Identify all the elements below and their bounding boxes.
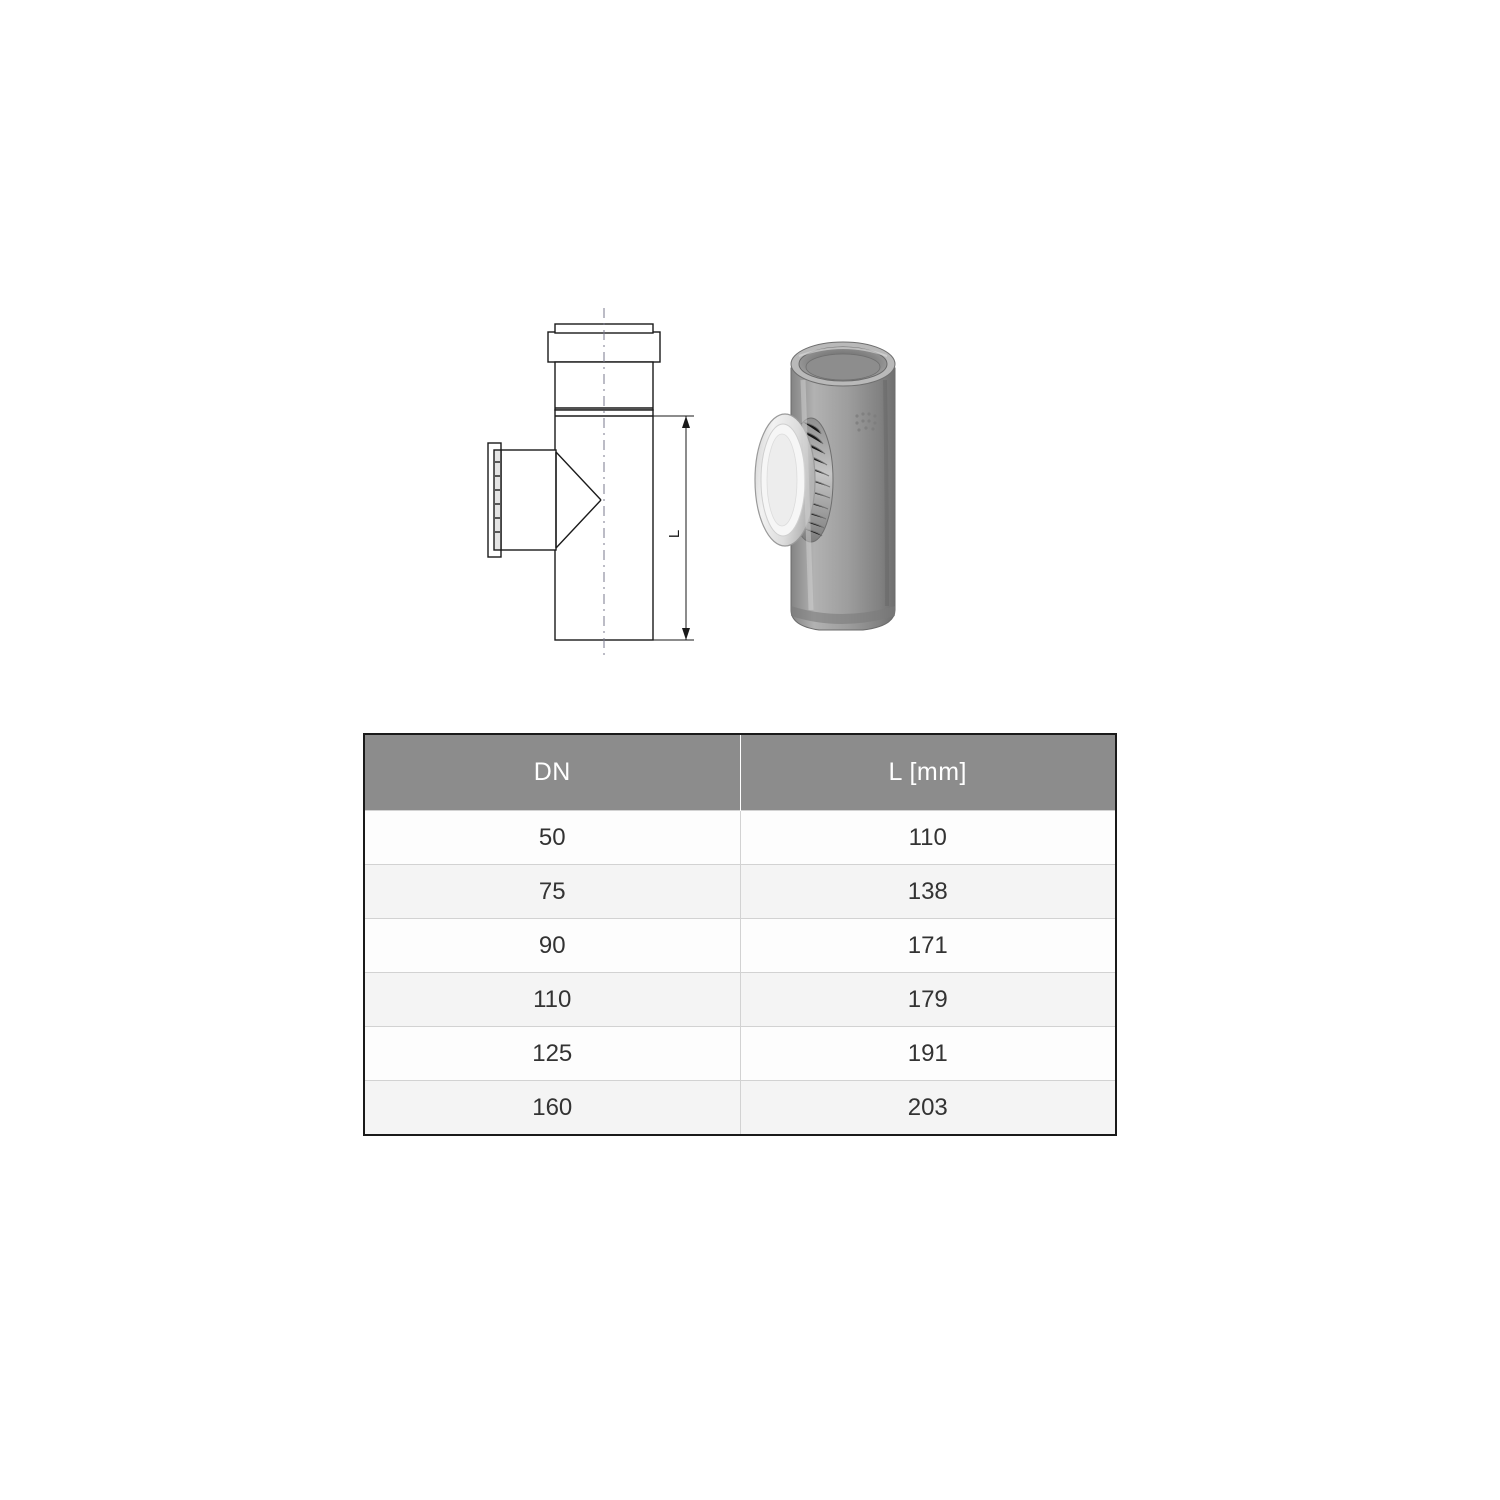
cell-length: 179 [740, 973, 1116, 1027]
product-photo [745, 310, 1005, 660]
table-row [364, 1081, 1116, 1136]
spec-table-container [363, 733, 1115, 1136]
cell-dn: 50 [364, 811, 740, 865]
column-header-dn: DN [364, 734, 740, 811]
cell-dn: 110 [364, 973, 740, 1027]
cell-dn: 75 [364, 865, 740, 919]
cell-dn: 160 [364, 1081, 740, 1136]
cell-dn: 125 [364, 1027, 740, 1081]
table-header-row [364, 734, 1116, 811]
dimension-label-l: L [666, 529, 683, 539]
table-row [364, 919, 1116, 973]
cell-length: 138 [740, 865, 1116, 919]
table-row [364, 865, 1116, 919]
product-figure [470, 300, 1030, 680]
cell-length: 191 [740, 1027, 1116, 1081]
column-header-length: L [mm] [740, 734, 1116, 811]
table-row [364, 973, 1116, 1027]
cell-length: 110 [740, 811, 1116, 865]
table-row [364, 1027, 1116, 1081]
cell-dn: 90 [364, 919, 740, 973]
cell-length: 203 [740, 1081, 1116, 1136]
technical-drawing [470, 300, 730, 660]
spec-table [363, 733, 1117, 1136]
table-row [364, 811, 1116, 865]
cell-length: 171 [740, 919, 1116, 973]
